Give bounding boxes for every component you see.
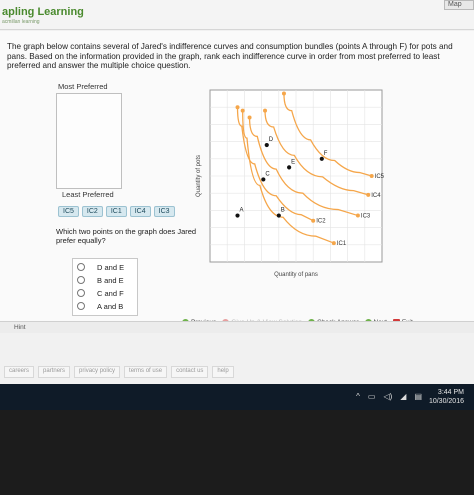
bundle-point-c	[261, 177, 265, 181]
battery-icon[interactable]: ▭	[367, 392, 376, 401]
os-taskbar	[0, 384, 474, 410]
footer-link-privacy[interactable]: privacy policy	[74, 366, 120, 378]
curve-label-ic4: IC4	[371, 192, 381, 199]
bundle-label-c: C	[265, 171, 270, 178]
bundle-point-d	[265, 143, 269, 147]
option-label: D and E	[97, 262, 125, 272]
chip-ic5[interactable]: IC5	[58, 206, 79, 217]
chip-ic1[interactable]: IC1	[106, 206, 127, 217]
curve-endpoint	[366, 193, 370, 197]
radio-button[interactable]	[77, 302, 85, 310]
curve-chip-list	[58, 206, 175, 217]
curve-endpoint	[282, 91, 286, 95]
clock-date: 10/30/2016	[428, 398, 464, 405]
laptop-bezel	[0, 410, 474, 495]
x-axis-label: Quantity of pans	[274, 272, 318, 278]
y-axis-label: Quantity of pots	[196, 154, 202, 198]
option-label: A and B	[97, 301, 124, 311]
curve-endpoint	[241, 109, 245, 113]
taskbar-clock[interactable]	[429, 388, 464, 406]
least-preferred-label: Least Preferred	[62, 190, 114, 199]
chip-ic4[interactable]: IC4	[130, 206, 151, 217]
multiple-choice-prompt: Which two points on the graph does Jared prefer equally?	[56, 227, 197, 245]
wifi-icon[interactable]: ◢	[400, 392, 407, 401]
curve-endpoint	[370, 174, 374, 178]
footer-link-contact[interactable]: contact us	[171, 366, 208, 378]
chip-ic3[interactable]: IC3	[154, 206, 175, 217]
bundle-point-a	[235, 213, 239, 217]
option-b-and-e[interactable]	[77, 274, 124, 286]
footer-link-partners[interactable]: partners	[38, 366, 70, 378]
radio-button[interactable]	[77, 276, 85, 284]
curve-label-ic3: IC3	[360, 213, 371, 220]
curve-label-ic1: IC1	[336, 241, 347, 248]
curve-endpoint	[332, 241, 336, 245]
question-text: The graph below contains several of Jared's indifference curves and consumption bundles (points A through F) for pots and pans. Based on the information provided in the graph, rank each indifference curve in order from most preferred to least preferred and answer the multiple choice question.	[7, 42, 453, 70]
bundle-label-d: D	[268, 137, 274, 144]
bundle-label-a: A	[239, 207, 244, 214]
curve-label-ic2: IC2	[316, 218, 326, 225]
option-label: C and F	[97, 288, 124, 298]
chevron-up-icon[interactable]: ^	[356, 392, 360, 401]
indifference-curve-chart	[180, 86, 394, 282]
app-logo: apling Learning	[2, 6, 84, 18]
curve-endpoint	[263, 109, 267, 113]
footer-links	[0, 366, 474, 378]
option-d-and-e[interactable]	[77, 261, 124, 273]
curve-label-ic5: IC5	[374, 174, 385, 180]
curve-endpoint	[248, 116, 252, 120]
app-logo-subtitle: acmillan learning	[2, 19, 40, 25]
radio-button[interactable]	[77, 263, 85, 271]
bundle-point-f	[320, 157, 324, 161]
chip-ic2[interactable]: IC2	[82, 206, 103, 217]
chart-canvas	[180, 86, 394, 282]
system-tray	[356, 392, 422, 401]
ranking-drop-zone[interactable]	[56, 93, 122, 189]
bundle-point-e	[287, 165, 291, 169]
option-a-and-b[interactable]	[77, 300, 123, 312]
map-tab[interactable]: Map	[444, 0, 474, 10]
bundle-label-f: F	[323, 150, 328, 157]
option-c-and-f[interactable]	[77, 287, 124, 299]
hint-bar	[0, 321, 474, 333]
curve-endpoint	[236, 105, 240, 109]
footer-link-careers[interactable]: careers	[4, 366, 34, 378]
footer-link-help[interactable]: help	[212, 366, 233, 378]
option-label: B and E	[97, 275, 124, 285]
bundle-point-b	[277, 213, 281, 217]
most-preferred-label: Most Preferred	[58, 82, 108, 91]
bundle-label-e: E	[291, 159, 296, 166]
app-header	[0, 0, 474, 30]
curve-endpoint	[311, 219, 315, 223]
hint-toggle[interactable]: Hint	[14, 324, 26, 331]
radio-button[interactable]	[77, 289, 85, 297]
clock-time: 3:44 PM	[437, 389, 464, 396]
footer-link-terms[interactable]: terms of use	[124, 366, 167, 378]
curve-endpoint	[356, 214, 360, 218]
multiple-choice-options	[72, 258, 138, 316]
notification-icon[interactable]: ▤	[414, 392, 422, 401]
bundle-label-b: B	[280, 207, 285, 214]
volume-icon[interactable]: ◁)	[383, 392, 393, 401]
